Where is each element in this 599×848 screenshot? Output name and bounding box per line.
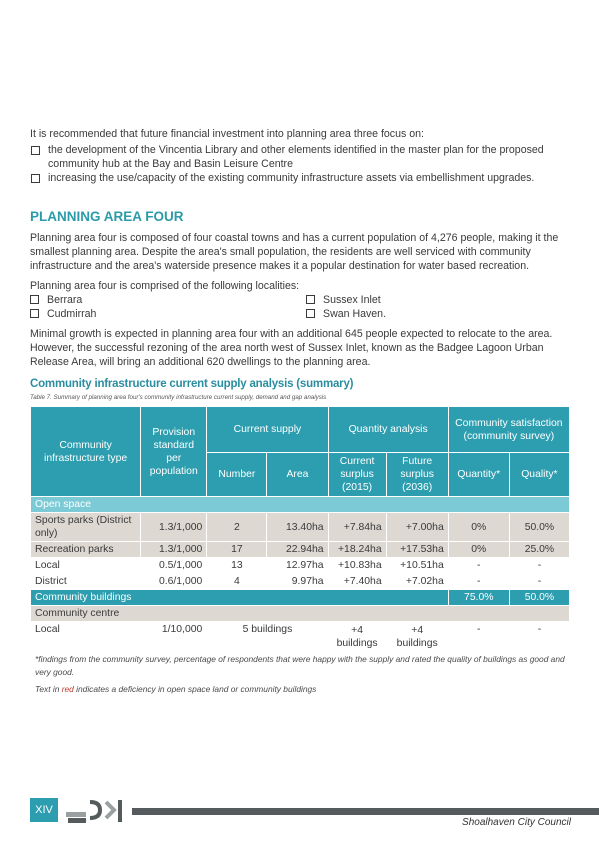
localities-list: [30, 293, 570, 321]
cell-number: 17: [207, 542, 267, 558]
cell-provision: 0.6/1,000: [141, 574, 207, 590]
header-current: Current surplus (2015): [328, 453, 386, 497]
checkbox-icon: [30, 309, 39, 318]
cell-future: +7.00ha: [386, 513, 448, 542]
intro-text: It is recommended that future financial investment into planning area three focus on:: [30, 128, 424, 140]
cell-current: +7.40ha: [328, 574, 386, 590]
table-row: [31, 622, 570, 652]
page-number: XIV: [30, 798, 58, 822]
list-item: Berrara: [30, 293, 306, 307]
paragraph: Minimal growth is expected in planning area four with an additional 645 people expected to relocate to the area. However, the successful rezoning of the area north west of Sussex Inlet, known as the Badgee Lagoon Urban Release Area, will bring an additional 620 dwellings to the planning area.: [30, 328, 553, 368]
cell-number: 13: [207, 558, 267, 574]
cell-type: Recreation parks: [31, 542, 141, 558]
paragraph: Planning area four is composed of four coastal towns and has a current population of 4,276 people, making it the smallest planning area. Despite the area's small population, the residents are well serviced with community infrastructure and the area's waterside presence makes it a popular destination for water based recreation.: [30, 232, 559, 272]
list-item: Swan Haven.: [306, 307, 506, 321]
table-row: [31, 513, 570, 542]
header-area: Area: [267, 453, 328, 497]
cell-quality: 50.0%: [509, 590, 569, 606]
cell-type: Local: [31, 558, 141, 574]
cell-quality: -: [509, 558, 569, 574]
table-notes: [31, 652, 570, 698]
checkbox-icon: [306, 295, 315, 304]
paragraph: Planning area four is comprised of the following localities:: [30, 280, 300, 292]
header-type: Community infrastructure type: [31, 407, 141, 497]
list-item: Sussex Inlet: [306, 293, 506, 307]
category-community-centre: Community centre: [31, 606, 570, 622]
page-content: [30, 127, 570, 698]
checkbox-icon: [306, 309, 315, 318]
cell-number: 2: [207, 513, 267, 542]
table-heading: Community infrastructure current supply analysis (summary): [30, 378, 354, 390]
header-quantity-pct: Quantity*: [448, 453, 509, 497]
checkbox-icon: [30, 295, 39, 304]
header-supply: Current supply: [207, 407, 328, 453]
cell-provision: 1.3/1,000: [141, 542, 207, 558]
cell-area: 12.97ha: [267, 558, 328, 574]
cell-quantity: 0%: [448, 542, 509, 558]
checkbox-icon: [31, 174, 40, 183]
cell-provision: 1.3/1,000: [141, 513, 207, 542]
legend-note: Text in red indicates a deficiency in open space land or community buildings: [35, 684, 317, 694]
checkbox-icon: [31, 146, 40, 155]
list-item: Cudmirrah: [30, 307, 306, 321]
list-item: increasing the use/capacity of the existing community infrastructure assets via embellishment upgrades.: [30, 171, 570, 185]
list-item: the development of the Vincentia Library and other elements identified in the master plan for the proposed community hub at the Bay and Basin Leisure Centre: [30, 143, 570, 171]
cell-current: +10.83ha: [328, 558, 386, 574]
table-row: [31, 558, 570, 574]
cell-quality: 25.0%: [509, 542, 569, 558]
intro-list: [30, 143, 570, 185]
cell-current: +7.84ha: [328, 513, 386, 542]
cell-future: +10.51ha: [386, 558, 448, 574]
cell-current: +4 buildings: [328, 622, 386, 652]
cell-quality: -: [509, 574, 569, 590]
cell-quantity: 75.0%: [448, 590, 509, 606]
cell-quantity: -: [448, 574, 509, 590]
cell-area: 9.97ha: [267, 574, 328, 590]
category-buildings-row: [31, 590, 570, 606]
cell-type: Sports parks (District only): [31, 513, 141, 542]
cell-quantity: 0%: [448, 513, 509, 542]
table-row: [31, 574, 570, 590]
council-logo-icon: [62, 798, 132, 824]
cell-future: +4 buildings: [386, 622, 448, 652]
page-footer: [0, 796, 599, 836]
council-name: Shoalhaven City Council: [462, 817, 571, 828]
table-row: [31, 542, 570, 558]
header-future: Future surplus (2036): [386, 453, 448, 497]
cell-quality: -: [509, 622, 569, 652]
header-quantity: Quantity analysis: [328, 407, 448, 453]
cell-area: 13.40ha: [267, 513, 328, 542]
footnote: *findings from the community survey, percentage of respondents that were happy with the supply and rated the quality of buildings as good and very good.: [35, 654, 565, 677]
cell-supply: 5 buildings: [207, 622, 328, 652]
supply-analysis-table: [30, 406, 570, 698]
header-quality-pct: Quality*: [509, 453, 569, 497]
header-provision: Provision standard per population: [141, 407, 207, 497]
cell-quantity: -: [448, 622, 509, 652]
table-caption: Table 7. Summary of planning area four's community infrastructure current supply, demand and gap analysis: [30, 394, 327, 401]
cell-provision: 0.5/1,000: [141, 558, 207, 574]
cell-quality: 50.0%: [509, 513, 569, 542]
cell-type: Local: [31, 622, 141, 652]
cell-future: +17.53ha: [386, 542, 448, 558]
cell-provision: 1/10,000: [141, 622, 207, 652]
category-buildings: Community buildings: [31, 590, 449, 606]
cell-type: District: [31, 574, 141, 590]
cell-number: 4: [207, 574, 267, 590]
header-number: Number: [207, 453, 267, 497]
category-open-space: Open space: [31, 497, 570, 513]
header-satisfaction: Community satisfaction (community survey): [448, 407, 569, 453]
cell-future: +7.02ha: [386, 574, 448, 590]
cell-current: +18.24ha: [328, 542, 386, 558]
footer-bar: [132, 808, 599, 815]
section-heading: PLANNING AREA FOUR: [30, 209, 184, 224]
cell-area: 22.94ha: [267, 542, 328, 558]
cell-quantity: -: [448, 558, 509, 574]
